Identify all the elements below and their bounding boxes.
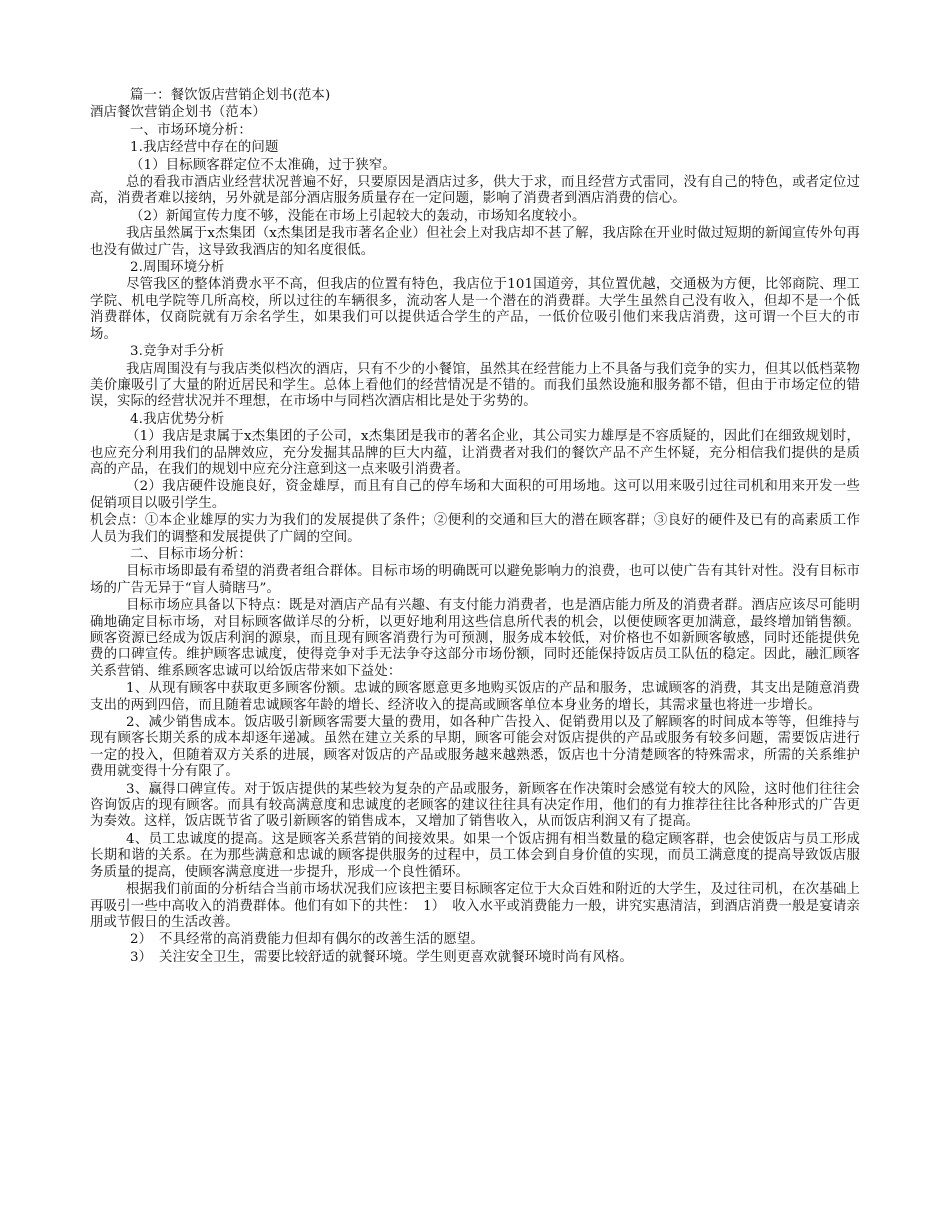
paragraph: 总的看我市酒店业经营状况普遍不好，只要原因是酒店过多，供大于求，而且经营方式雷同，没有自己的特色，或者定位过高，消费者难以接纳，另外就是部分酒店服务质量存在一定问题，影响了消费者到酒店消费的信心。: [90, 175, 860, 207]
document-body: [90, 105, 860, 966]
paragraph: 二、目标市场分析：: [130, 546, 252, 562]
paragraph: 3） 关注安全卫生，需要比较舒适的就餐环境。学生则更喜欢就餐环境时尚有风格。: [130, 949, 633, 965]
paragraph: （2）新闻宣传力度不够，没能在市场上引起较大的轰动，市场知名度较小。: [130, 208, 586, 224]
paragraph: 酒店餐饮营销企划书（范本）: [90, 105, 267, 121]
paragraph: 1.我店经营中存在的问题: [130, 140, 279, 156]
paragraph: 4.我店优势分析: [130, 411, 225, 427]
paragraph: 4、员工忠诚度的提高。这是顾客关系营销的间接效果。如果一个饭店拥有相当数量的稳定顾客群，也会使饭店与员工形成长期和谐的关系。在为那些满意和忠诚的顾客提供服务的过程中，员工体会到自身价值的实现，而员工满意度的提高导致饭店服务质量的提高，使顾客满意度进一步提升，形成一个良性循环。: [90, 831, 860, 880]
document-title: 篇一：餐饮饭店营销企划书(范本): [130, 88, 331, 103]
paragraph: 2.周围环境分析: [130, 260, 225, 276]
paragraph: 目标市场即最有希望的消费者组合群体。目标市场的明确既可以避免影响力的浪费，也可以使广告有其针对性。没有目标市场的广告无异于“盲人骑瞎马”。: [90, 564, 860, 596]
paragraph: （1）我店是隶属于x杰集团的子公司，x杰集团是我市的著名企业，其公司实力雄厚是不容质疑的，因此们在细致规划时，也应充分利用我们的品牌效应，充分发掘其品牌的巨大内蕴，让消费者对我们的餐饮产品不产生怀疑，充分相信我们提供的是质高的产品，在我们的规划中应充分注意到这一点来吸引消费者。: [90, 429, 860, 477]
paragraph: 2） 不具经常的高消费能力但却有偶尔的改善生活的愿望。: [130, 932, 485, 948]
paragraph: 一、市场环境分析：: [130, 122, 252, 138]
paragraph: 目标市场应具备以下特点：既是对酒店产品有兴趣、有支付能力消费者，也是酒店能力所及的消费者群。酒店应该尽可能明确地确定目标市场，对目标顾客做详尽的分析，以更好地利用这些信息所代表的机会，以便使顾客更加满意，最终增加销售额。顾客资源已经成为饭店利润的源泉，而且现有顾客消费行为可预测，服务成本较低，对价格也不如新顾客敏感，同时还能提供免费的口碑宣传。维护顾客忠诚度，使得竞争对手无法争夺这部分市场份额，同时还能保持饭店员工队伍的稳定。因此，融汇顾客关系营销、维系顾客忠诚可以给饭店带来如下益处：: [90, 598, 860, 679]
paragraph: （1）目标顾客群定位不太准确，过于狭窄。: [130, 157, 396, 173]
paragraph: 根据我们前面的分析结合当前市场状况我们应该把主要目标顾客定位于大众百姓和附近的大学生，及过往司机，在次基础上再吸引一些中高收入的消费群体。他们有如下的共性： 1） 收入水平或消费能力一般，讲究实惠清洁，到酒店消费一般是宴请亲朋或节假日的生活改善。: [90, 882, 860, 930]
paragraph: （2）我店硬件设施良好，资金雄厚，而且有自己的停车场和大面积的可用场地。这可以用来吸引过往司机和用来开发一些促销项目以吸引学生。: [90, 479, 860, 511]
paragraph: 3、赢得口碑宣传。对于饭店提供的某些较为复杂的产品或服务，新顾客在作决策时会感觉有较大的风险，这时他们往往会咨询饭店的现有顾客。而具有较高满意度和忠诚度的老顾客的建议往往具有决定作用，他们的有力推荐往往比各种形式的广告更为奏效。这样，饭店既节省了吸引新顾客的销售成本，又增加了销售收入，从而饭店利润又有了提高。: [90, 781, 860, 830]
paragraph: 2、减少销售成本。饭店吸引新顾客需要大量的费用，如各种广告投入、促销费用以及了解顾客的时间成本等等，但维持与现有顾客长期关系的成本却逐年递减。虽然在建立关系的早期，顾客可能会对饭店提供的产品或服务有较多问题，需要饭店进行一定的投入，但随着双方关系的进展，顾客对饭店的产品或服务越来越熟悉，饭店也十分清楚顾客的特殊需求，所需的关系维护费用就变得十分有限了。: [90, 715, 860, 780]
paragraph: 我店虽然属于x杰集团（x杰集团是我市著名企业）但社会上对我店却不甚了解，我店除在开业时做过短期的新闻宣传外句再也没有做过广告，这导致我酒店的知名度很低。: [90, 226, 860, 258]
paragraph: 3.竞争对手分析: [130, 344, 225, 360]
paragraph: 机会点：①本企业雄厚的实力为我们的发展提供了条件；②便利的交通和巨大的潜在顾客群；③良好的硬件及已有的高素质工作人员为我们的调整和发展提供了广阔的空间。: [90, 513, 860, 545]
paragraph: 尽管我区的整体消费水平不高，但我店的位置有特色，我店位于101国道旁，其位置优越，交通极为方便，比邻商院、理工学院、机电学院等几所高校，所以过往的车辆很多，流动客人是一个潜在的消费群。大学生虽然自己没有收入，但却不是一个低消费群体，仅商院就有万余名学生，如果我们可以提供适合学生的产品，一低价位吸引他们来我店消费，这可谓一个巨大的市场。: [90, 277, 860, 342]
paragraph: 我店周围没有与我店类似档次的酒店，只有不少的小餐馆，虽然其在经营能力上不具备与我们竞争的实力，但其以低档菜物美价廉吸引了大量的附近居民和学生。总体上看他们的经营情况是不错的。而我们虽然设施和服务都不错，但由于市场定位的错误，实际的经营状况并不理想，在市场中与同档次酒店相比是处于劣势的。: [90, 361, 860, 410]
paragraph: 1、从现有顾客中获取更多顾客份额。忠诚的顾客愿意更多地购买饭店的产品和服务，忠诚顾客的消费，其支出是随意消费支出的两到四倍，而且随着忠诚顾客年龄的增长、经济收入的提高或顾客单位本身业务的增长，其需求量也将进一步增长。: [90, 681, 860, 713]
